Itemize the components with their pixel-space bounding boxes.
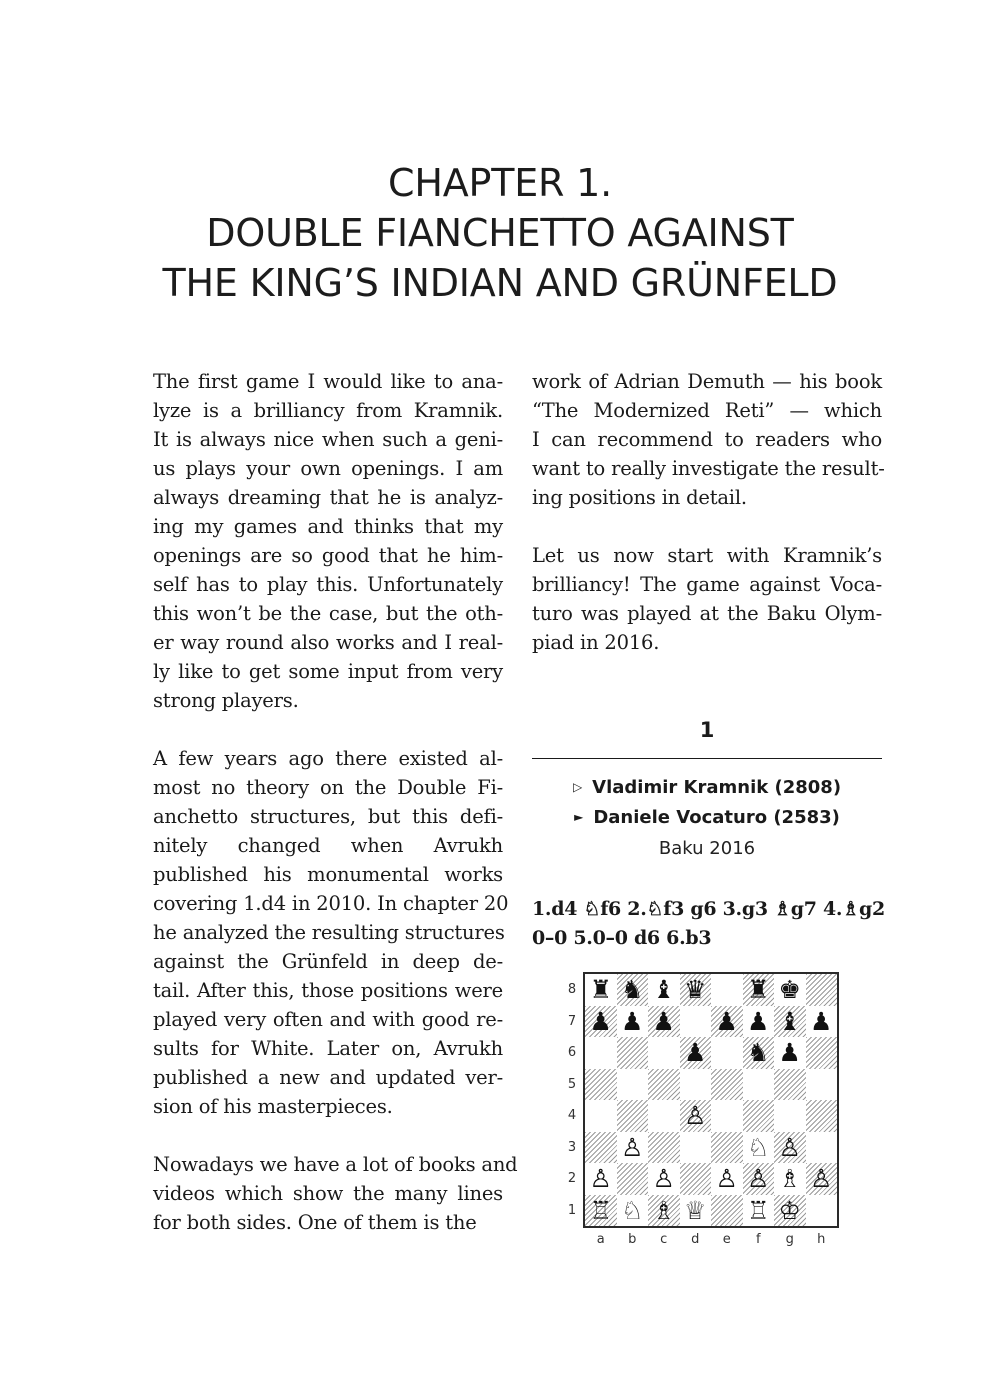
chess-diagram bbox=[583, 972, 839, 1228]
square-c4 bbox=[648, 1100, 680, 1132]
square-g3 bbox=[774, 1132, 806, 1164]
square-a3 bbox=[585, 1132, 617, 1164]
chapter-title-line-1: CHAPTER 1. bbox=[388, 161, 612, 205]
chapter-heading bbox=[100, 158, 900, 308]
game-moves bbox=[532, 895, 892, 953]
white-player-name: Vladimir Kramnik (2808) bbox=[592, 777, 842, 798]
file-label: g bbox=[785, 1232, 794, 1247]
chess-piece: ♟ bbox=[778, 1038, 801, 1068]
square-e6 bbox=[711, 1037, 743, 1069]
text-line: turo was played at the Baku Olym- bbox=[532, 602, 882, 625]
square-b1 bbox=[617, 1195, 649, 1227]
paragraph-gap bbox=[153, 715, 503, 744]
chess-piece: ♘ bbox=[621, 1195, 644, 1225]
square-h4 bbox=[806, 1100, 838, 1132]
left-text-column bbox=[153, 367, 518, 1237]
chess-piece: ♙ bbox=[715, 1164, 738, 1194]
square-a7 bbox=[585, 1006, 617, 1038]
chess-piece: ♙ bbox=[589, 1164, 612, 1194]
text-line: he analyzed the resulting structures bbox=[153, 921, 505, 944]
square-f2 bbox=[743, 1163, 775, 1195]
square-g8 bbox=[774, 974, 806, 1006]
square-e4 bbox=[711, 1100, 743, 1132]
chess-piece: ♙ bbox=[652, 1164, 675, 1194]
text-line: “The Modernized Reti” — which bbox=[532, 399, 882, 422]
chess-piece: ♙ bbox=[747, 1164, 770, 1194]
text-line: Nowadays we have a lot of books and bbox=[153, 1153, 518, 1176]
chess-piece: ♙ bbox=[621, 1132, 644, 1162]
text-line: videos which show the many lines bbox=[153, 1182, 503, 1205]
square-f8 bbox=[743, 974, 775, 1006]
rank-label: 1 bbox=[567, 1202, 577, 1218]
text-line: Let us now start with Kramnik’s bbox=[532, 544, 882, 567]
rank-label: 8 bbox=[567, 982, 577, 997]
black-side-marker: ► bbox=[574, 810, 584, 824]
square-h7 bbox=[806, 1006, 838, 1038]
text-line: for both sides. One of them is the bbox=[153, 1211, 477, 1234]
chess-piece: ♟ bbox=[589, 1006, 612, 1036]
square-f6 bbox=[743, 1037, 775, 1069]
square-d2 bbox=[680, 1163, 712, 1195]
file-label: f bbox=[755, 1232, 761, 1247]
square-d1 bbox=[680, 1195, 712, 1227]
square-b6 bbox=[617, 1037, 649, 1069]
square-d8 bbox=[680, 974, 712, 1006]
text-line: against the Grünfeld in deep de- bbox=[153, 950, 503, 973]
chess-piece: ♔ bbox=[778, 1195, 801, 1225]
chess-piece: ♟ bbox=[810, 1006, 833, 1036]
chess-piece: ♝ bbox=[652, 975, 675, 1005]
square-d7 bbox=[680, 1006, 712, 1038]
square-d3 bbox=[680, 1132, 712, 1164]
square-g4 bbox=[774, 1100, 806, 1132]
text-line: this won’t be the case, but the oth- bbox=[153, 602, 503, 625]
rank-label: 4 bbox=[567, 1108, 577, 1123]
black-player-line bbox=[532, 807, 882, 828]
chess-piece: ♙ bbox=[810, 1164, 833, 1194]
square-d6 bbox=[680, 1037, 712, 1069]
text-line: work of Adrian Demuth — his book bbox=[532, 370, 882, 393]
chess-piece: ♙ bbox=[778, 1132, 801, 1162]
rank-label: 6 bbox=[567, 1045, 577, 1060]
square-b8 bbox=[617, 974, 649, 1006]
moves-line-2: 0–0 5.0–0 d6 6.b3 bbox=[532, 927, 712, 949]
text-line: want to really investigate the result- bbox=[532, 457, 885, 480]
chess-piece: ♗ bbox=[652, 1195, 675, 1225]
square-e7 bbox=[711, 1006, 743, 1038]
right-text-column bbox=[532, 367, 885, 657]
chess-piece: ♟ bbox=[621, 1006, 644, 1036]
text-line: A few years ago there existed al- bbox=[153, 747, 503, 770]
text-line: covering 1.d4 in 2010. In chapter 20 bbox=[153, 892, 509, 915]
square-f4 bbox=[743, 1100, 775, 1132]
text-line: brilliancy! The game against Voca- bbox=[532, 573, 882, 596]
square-h3 bbox=[806, 1132, 838, 1164]
chess-piece: ♘ bbox=[747, 1132, 770, 1162]
chess-piece: ♟ bbox=[715, 1006, 738, 1036]
square-f1 bbox=[743, 1195, 775, 1227]
square-c2 bbox=[648, 1163, 680, 1195]
file-label: b bbox=[628, 1232, 637, 1247]
paragraph-gap bbox=[153, 1121, 503, 1150]
file-label: d bbox=[691, 1232, 700, 1247]
square-b4 bbox=[617, 1100, 649, 1132]
text-line: ing my games and thinks that my bbox=[153, 515, 503, 538]
text-line: anchetto structures, but this defi- bbox=[153, 805, 503, 828]
file-label: c bbox=[660, 1232, 668, 1247]
chess-piece: ♕ bbox=[684, 1195, 707, 1225]
square-e2 bbox=[711, 1163, 743, 1195]
paragraph-gap bbox=[532, 512, 882, 541]
text-line: sults for White. Later on, Avrukh bbox=[153, 1037, 503, 1060]
square-c1 bbox=[648, 1195, 680, 1227]
file-label: e bbox=[722, 1232, 731, 1247]
text-line: most no theory on the Double Fi- bbox=[153, 776, 503, 799]
square-e8 bbox=[711, 974, 743, 1006]
square-b7 bbox=[617, 1006, 649, 1038]
text-line: I can recommend to readers who bbox=[532, 428, 882, 451]
game-event: Baku 2016 bbox=[658, 838, 756, 859]
square-f5 bbox=[743, 1069, 775, 1101]
white-player-line bbox=[532, 777, 882, 798]
white-side-marker: ▷ bbox=[572, 780, 583, 794]
chess-piece: ♖ bbox=[747, 1195, 770, 1225]
black-player-name: Daniele Vocaturo (2583) bbox=[593, 807, 840, 828]
rank-label: 7 bbox=[567, 1013, 577, 1029]
file-label: a bbox=[596, 1232, 605, 1247]
chess-piece: ♜ bbox=[589, 975, 612, 1005]
chess-piece: ♞ bbox=[621, 975, 644, 1005]
rank-label: 2 bbox=[567, 1171, 577, 1186]
text-line: ly like to get some input from very bbox=[153, 660, 503, 683]
text-line: us plays your own openings. I am bbox=[153, 457, 503, 480]
square-c6 bbox=[648, 1037, 680, 1069]
square-h2 bbox=[806, 1163, 838, 1195]
text-line: lyze is a brilliancy from Kramnik. bbox=[153, 399, 503, 422]
text-line: sion of his masterpieces. bbox=[153, 1095, 393, 1118]
square-c5 bbox=[648, 1069, 680, 1101]
moves-line-1: 1.d4 ♘f6 2.♘f3 g6 3.g3 ♗g7 4.♗g2 bbox=[532, 898, 885, 920]
square-g6 bbox=[774, 1037, 806, 1069]
text-line: openings are so good that he him- bbox=[153, 544, 503, 567]
square-a8 bbox=[585, 974, 617, 1006]
square-d5 bbox=[680, 1069, 712, 1101]
square-c8 bbox=[648, 974, 680, 1006]
game-header-divider bbox=[532, 758, 882, 759]
square-f7 bbox=[743, 1006, 775, 1038]
square-a1 bbox=[585, 1195, 617, 1227]
text-line: It is always nice when such a geni- bbox=[153, 428, 503, 451]
chess-piece: ♛ bbox=[684, 975, 707, 1005]
chess-piece: ♟ bbox=[747, 1006, 770, 1036]
file-label: h bbox=[817, 1232, 826, 1247]
game-number: 1 bbox=[699, 718, 715, 742]
chess-piece: ♜ bbox=[747, 975, 770, 1005]
square-b3 bbox=[617, 1132, 649, 1164]
square-h8 bbox=[806, 974, 838, 1006]
square-c3 bbox=[648, 1132, 680, 1164]
text-line: The first game I would like to ana- bbox=[153, 370, 503, 393]
text-line: piad in 2016. bbox=[532, 631, 660, 654]
square-a6 bbox=[585, 1037, 617, 1069]
text-line: self has to play this. Unfortunately bbox=[153, 573, 503, 596]
square-h1 bbox=[806, 1195, 838, 1227]
square-e3 bbox=[711, 1132, 743, 1164]
text-line: played very often and with good re- bbox=[153, 1008, 503, 1031]
square-a4 bbox=[585, 1100, 617, 1132]
chess-piece: ♙ bbox=[684, 1101, 707, 1131]
square-e5 bbox=[711, 1069, 743, 1101]
chapter-title-line-3: THE KING’S INDIAN AND GRÜNFELD bbox=[162, 261, 838, 305]
text-line: ing positions in detail. bbox=[532, 486, 747, 509]
square-g1 bbox=[774, 1195, 806, 1227]
chapter-title-line-2: DOUBLE FIANCHETTO AGAINST bbox=[206, 211, 794, 255]
chess-piece: ♖ bbox=[589, 1195, 612, 1225]
chess-piece: ♝ bbox=[778, 1006, 801, 1036]
text-line: nitely changed when Avrukh bbox=[153, 834, 503, 857]
text-line: tail. After this, those positions were bbox=[153, 979, 503, 1002]
chess-piece: ♟ bbox=[652, 1006, 675, 1036]
chess-piece: ♟ bbox=[684, 1038, 707, 1068]
square-c7 bbox=[648, 1006, 680, 1038]
square-h6 bbox=[806, 1037, 838, 1069]
text-line: published a new and updated ver- bbox=[153, 1066, 503, 1089]
square-f3 bbox=[743, 1132, 775, 1164]
chess-piece: ♚ bbox=[778, 975, 801, 1005]
square-g2 bbox=[774, 1163, 806, 1195]
square-e1 bbox=[711, 1195, 743, 1227]
square-a5 bbox=[585, 1069, 617, 1101]
square-b5 bbox=[617, 1069, 649, 1101]
square-g5 bbox=[774, 1069, 806, 1101]
rank-label: 5 bbox=[567, 1076, 577, 1092]
chess-piece: ♗ bbox=[778, 1164, 801, 1194]
square-d4 bbox=[680, 1100, 712, 1132]
text-line: always dreaming that he is analyz- bbox=[153, 486, 503, 509]
chess-piece: ♞ bbox=[747, 1038, 770, 1068]
square-b2 bbox=[617, 1163, 649, 1195]
rank-label: 3 bbox=[567, 1139, 577, 1155]
square-g7 bbox=[774, 1006, 806, 1038]
text-line: published his monumental works bbox=[153, 863, 503, 886]
text-line: er way round also works and I real- bbox=[153, 631, 503, 654]
square-h5 bbox=[806, 1069, 838, 1101]
square-a2 bbox=[585, 1163, 617, 1195]
text-line: strong players. bbox=[153, 689, 299, 712]
